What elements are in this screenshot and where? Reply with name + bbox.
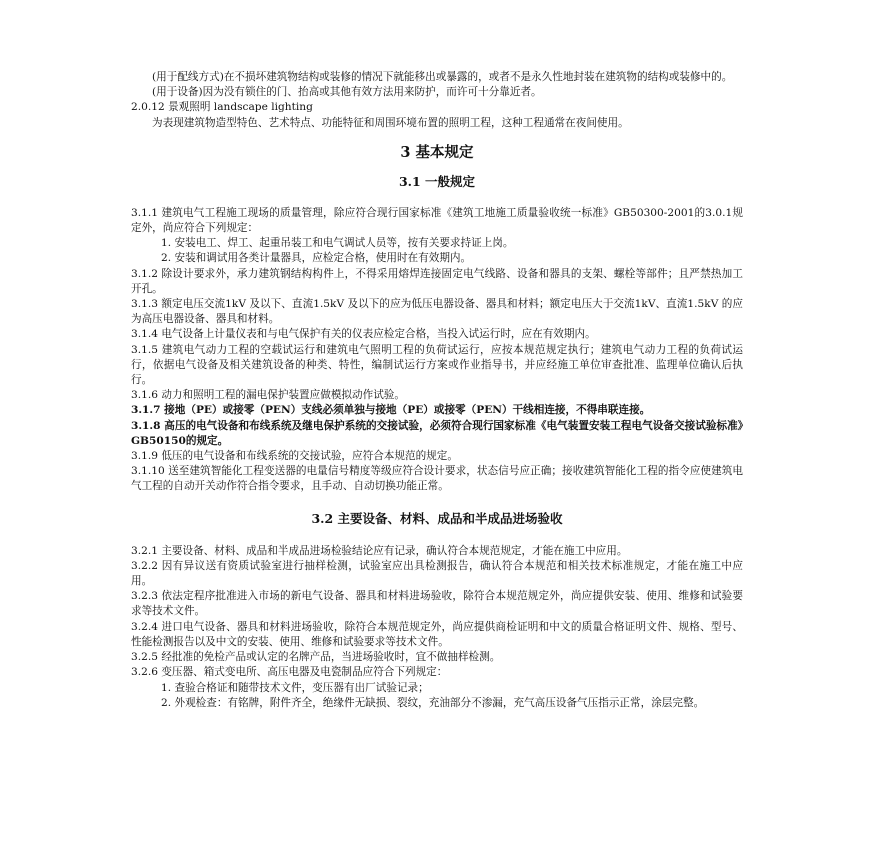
clause-3-2-5: 3.2.5 经批准的免检产品或认定的名牌产品，当进场验收时，宜不做抽样检测。: [131, 651, 501, 664]
clause-3-2-2: 3.2.2 因有异议送有资质试验室进行抽样检测，试验室应出具检测报告，确认符合本规范和相关技术标准规定，才能在施工中应用。: [131, 559, 743, 588]
clause-3-1-6: 3.1.6 动力和照明工程的漏电保护装置应做模拟动作试验。: [131, 389, 405, 402]
document-body: [131, 70, 743, 711]
clause-3-1-4: 3.1.4 电气设备上计量仪表和与电气保护有关的仪表应检定合格，当投入试运行时，应在有效期内。: [131, 328, 596, 341]
clause-3-2-4: 3.2.4 进口电气设备、器具和材料进场验收，除符合本规范规定外，尚应提供商检证明和中文的质量合格证明文件、规格、型号、性能检测报告以及中文的安装、使用、维修和试验要求等技术文件。: [131, 620, 743, 648]
clause-3-2-6-item-1: 1. 查验合格证和随带技术文件，变压器有出厂试验记录；: [161, 681, 429, 694]
term-2-0-12: 2.0.12 景观照明 landscape lighting: [131, 101, 313, 114]
clause-3-1-10: 3.1.10 送至建筑智能化工程变送器的电量信号精度等级应符合设计要求，状态信号应正确；接收建筑智能化工程的指令应使建筑电气工程的自动开关动作符合指令要求，且手动、自动切换功能正常。: [131, 465, 743, 493]
equipment-definition-paragraph: (用于设备)因为没有锁住的门、抬高或其他有效方法用来防护，而许可十分靠近者。: [152, 86, 542, 99]
section-3-2-title: 3.2 主要设备、材料、成品和半成品进场验收: [311, 510, 563, 526]
clause-3-1-7: 3.1.7 接地（PE）或接零（PEN）支线必须单独与接地（PE）或接零（PEN）干线相连接，不得串联连接。: [131, 404, 651, 417]
clause-3-1-1-item-2: 2. 安装和调试用各类计量器具，应检定合格，使用时在有效期内。: [161, 252, 472, 265]
clause-3-1-1: 3.1.1 建筑电气工程施工现场的质量管理，除应符合现行国家标准《建筑工地施工质量验收统一标准》GB50300-2001的3.0.1规定外，尚应符合下列规定：: [131, 206, 743, 235]
landscape-lighting-definition: 为表现建筑物造型特色、艺术特点、功能特征和周围环境布置的照明工程，这种工程通常在夜间使用。: [152, 116, 629, 129]
section-3-1-title: 3.1 一般规定: [398, 173, 476, 189]
clause-3-2-6: 3.2.6 变压器、箱式变电所、高压电器及电瓷制品应符合下列规定：: [131, 666, 448, 679]
wiring-definition-paragraph: (用于配线方式)在不损坏建筑物结构或装修的情况下就能移出或暴露的，或者不是永久性地封装在建筑物的结构或装修中的。: [152, 71, 733, 83]
clause-3-2-6-item-2: 2. 外观检查：有铭牌，附件齐全，绝缘件无缺损、裂纹，充油部分不渗漏，充气高压设备气压指示正常，涂层完整。: [161, 696, 705, 709]
clause-3-1-5: 3.1.5 建筑电气动力工程的空载试运行和建筑电气照明工程的负荷试运行，应按本规范规定执行；建筑电气动力工程的负荷试运行，依据电气设备及相关建筑设备的种类、特性，编制试运行方案或作业指导书，并应经施工单位审查批准、监理单位确认后执行。: [131, 343, 743, 387]
clause-3-1-3: 3.1.3 额定电压交流1kV 及以下、直流1.5kV 及以下的应为低压电器设备、器具和材料；额定电压大于交流1kV、直流1.5kV 的应为高压电器设备、器具和材料。: [131, 298, 743, 326]
chapter-title: 3 基本规定: [400, 143, 474, 161]
clause-3-2-1: 3.2.1 主要设备、材料、成品和半成品进场检验结论应有记录，确认符合本规范规定，才能在施工中应用。: [131, 544, 628, 557]
clause-3-1-9: 3.1.9 低压的电气设备和布线系统的交接试验，应符合本规范的规定。: [131, 450, 458, 463]
clause-3-1-2: 3.1.2 除设计要求外，承力建筑钢结构构件上，不得采用熔焊连接固定电气线路、设备和器具的支架、螺栓等部件；且严禁热加工开孔。: [131, 267, 743, 295]
clause-3-1-8: 3.1.8 高压的电气设备和布线系统及继电保护系统的交接试验，必须符合现行国家标准《电气装置安装工程电气设备交接试验标准》GB50150的规定。: [131, 419, 743, 447]
clause-3-1-1-item-1: 1. 安装电工、焊工、起重吊装工和电气调试人员等，按有关要求持证上岗。: [161, 237, 514, 250]
clause-3-2-3: 3.2.3 依法定程序批准进入市场的新电气设备、器具和材料进场验收，除符合本规范规定外，尚应提供安装、使用、维修和试验要求等技术文件。: [131, 590, 743, 618]
